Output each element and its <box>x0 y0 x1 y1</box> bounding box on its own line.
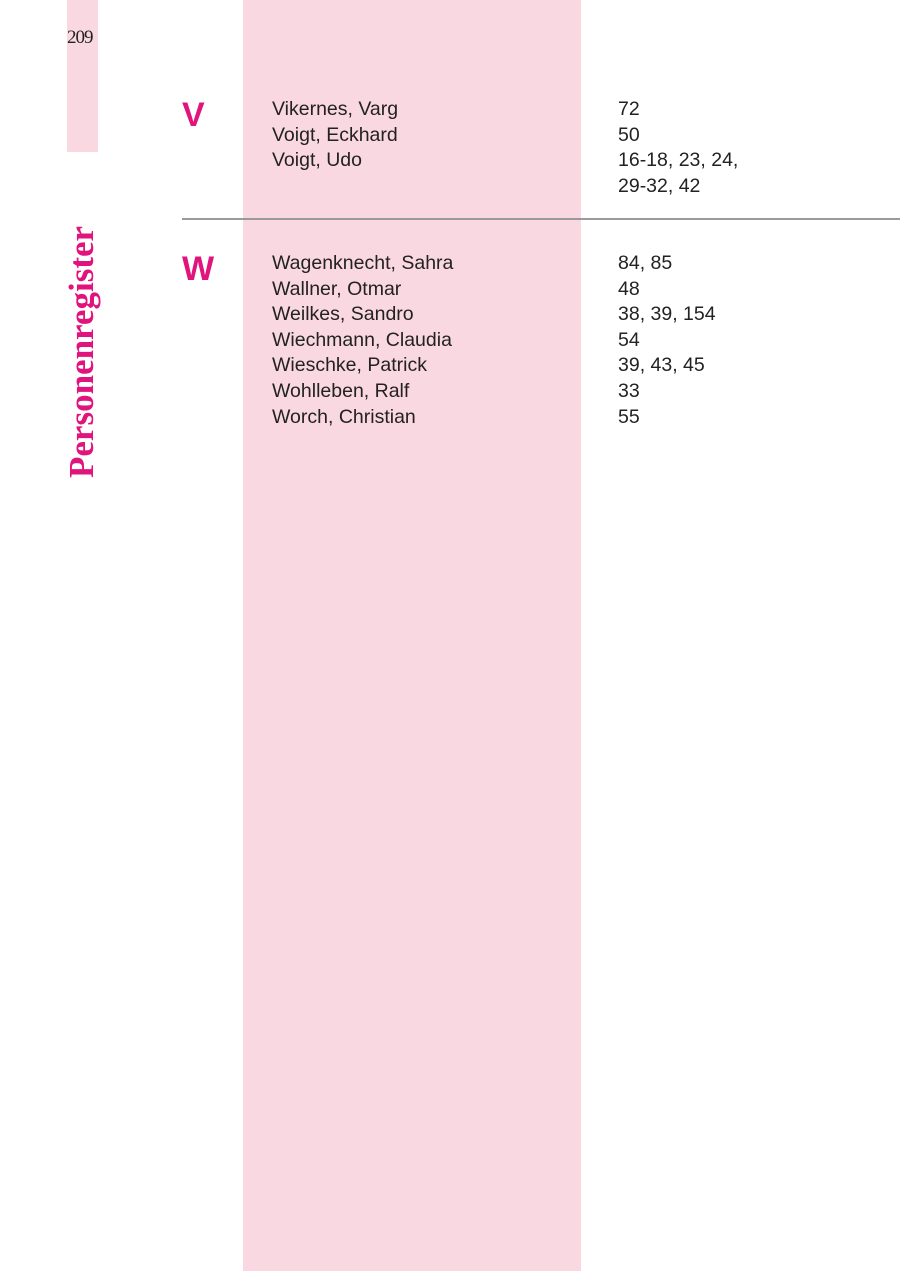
entry-pages: 84, 85 <box>618 252 673 274</box>
index-entry <box>272 97 832 123</box>
entry-pages: 48 <box>618 277 640 300</box>
entry-name: Wagenknecht, Sahra <box>272 252 454 274</box>
index-entry <box>272 148 832 199</box>
section-letter-w: W <box>182 250 215 288</box>
entry-name: Wieschke, Patrick <box>272 354 427 377</box>
section-v-entries <box>272 97 832 199</box>
entry-name: Wallner, Otmar <box>272 277 402 300</box>
entry-pages: 50 <box>618 123 640 146</box>
entry-pages: 55 <box>618 405 640 428</box>
index-entry <box>272 251 832 277</box>
entry-pages: 16-18, 23, 24, 29-32, 42 <box>618 149 739 197</box>
index-entry <box>272 328 832 354</box>
entry-pages: 33 <box>618 379 640 402</box>
side-tab-marker <box>67 0 98 152</box>
entry-name: Worch, Christian <box>272 405 416 428</box>
section-divider <box>182 218 900 220</box>
entry-name: Voigt, Eckhard <box>272 123 398 146</box>
index-entry <box>272 353 832 379</box>
page-number: 209 <box>67 27 93 48</box>
index-entry <box>272 405 832 431</box>
index-entry <box>272 379 832 405</box>
entry-pages: 72 <box>618 98 640 120</box>
entry-pages: 38, 39, 154 <box>618 303 716 326</box>
entry-name: Wiechmann, Claudia <box>272 328 452 351</box>
entry-name: Wohlleben, Ralf <box>272 379 410 402</box>
section-letter-v: V <box>182 96 205 134</box>
section-title-vertical: Personenregister <box>62 225 101 478</box>
entry-pages: 39, 43, 45 <box>618 354 705 377</box>
entry-name: Vikernes, Varg <box>272 98 399 120</box>
entry-pages: 54 <box>618 328 640 351</box>
entry-name: Weilkes, Sandro <box>272 303 414 326</box>
index-entry <box>272 123 832 149</box>
index-entry <box>272 277 832 303</box>
entry-name: Voigt, Udo <box>272 149 362 172</box>
section-w-entries <box>272 251 832 430</box>
index-entry <box>272 302 832 328</box>
